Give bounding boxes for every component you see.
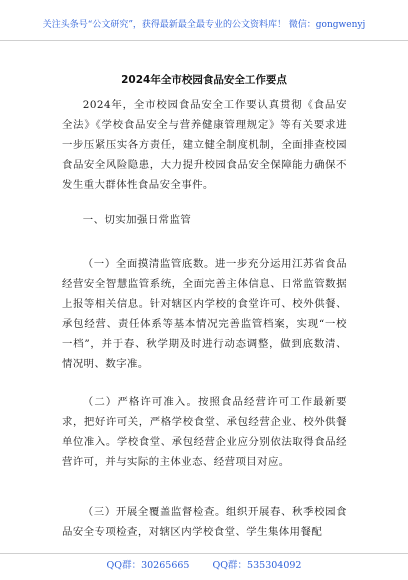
footer-bar (0, 553, 408, 571)
paragraph-item-1: （一）全面摸清监管底数。进一步充分运用江苏省食品经营安全智慧监管系统，全面完善主体信息、日常监管数据上报等相关信息。针对辖区内学校的食堂许可、校外供餐、承包经营、责任体系等基本情况完善监管档案，实现“一校一档”，并于春、秋学期及时进行动态调整，做到底数清、情况明、数字准。 (62, 258, 347, 370)
intro-paragraph: 2024年，全市校园食品安全工作要认真贯彻《食品安全法》《学校食品安全与营养健康管理规定》等有关要求进一步压紧压实各方责任，建立健全制度机制，全面排查校园食品安全风险隐患，大力提升校园食品安全保障能力确保不发生重大群体性食品安全事件。 (62, 99, 347, 191)
document-title: 2024年全市校园食品安全工作要点 (121, 74, 287, 86)
paragraph-item-3: （三）开展全覆盖监督检查。组织开展春、秋季校园食品安全专项检查，对辖区内学校食堂、学生集体用餐配 (62, 506, 347, 538)
section-heading: 一、切实加强日常监管 (82, 214, 192, 226)
footer-qq-group-1: QQ群：30265665 (106, 560, 190, 571)
footer-qq-group-2: QQ群：535304092 (212, 560, 302, 571)
paragraph-item-2: （二）严格许可准入。按照食品经营许可工作最新要求，把好许可关，严格学校食堂、承包经营企业、校外供餐单位准入。学校食堂、承包经营企业应分别依法取得食品经营许可，并与实际的主体业态、经营项目对应。 (62, 396, 347, 468)
top-banner: 关注头条号“公文研究”，获得最新最全最专业的公文资料库！ 微信：gongwenyj (0, 10, 408, 41)
